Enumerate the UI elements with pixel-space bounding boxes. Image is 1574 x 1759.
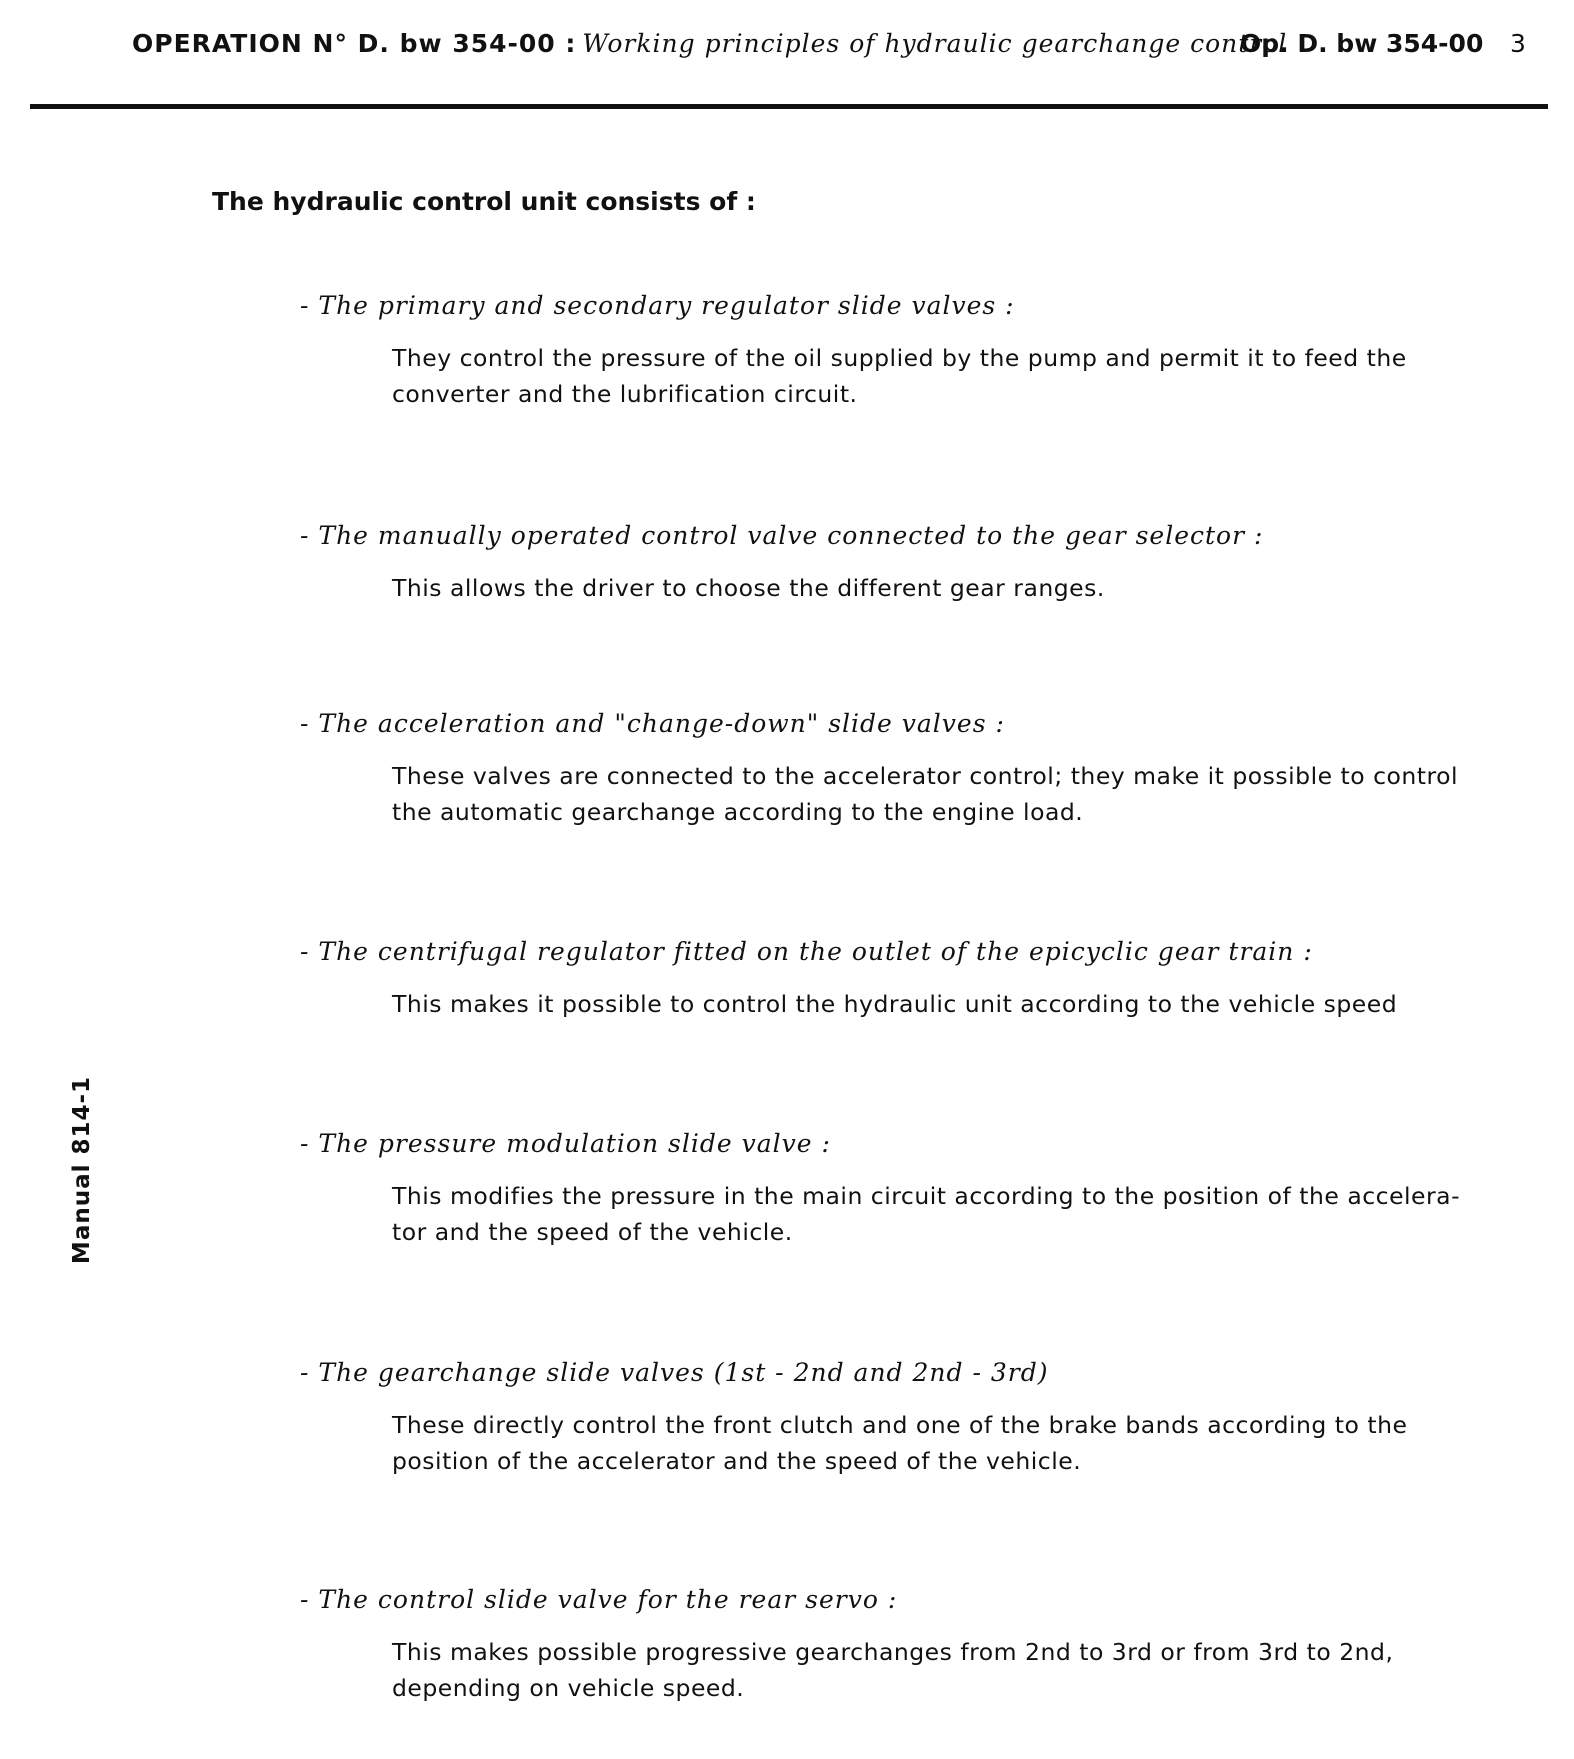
list-item xyxy=(300,1355,1480,1479)
header-title: Working principles of hydraulic gearchange control xyxy=(582,29,1288,58)
item-description: This modifies the pressure in the main circuit according to the position of the accelera-tor and the speed of the vehicle. xyxy=(392,1182,1461,1246)
manual-label-text: Manual 814-1 xyxy=(69,1075,95,1265)
manual-margin-label xyxy=(62,1075,102,1265)
item-heading: - The gearchange slide valves (1st - 2nd and 2nd - 3rd) xyxy=(300,1358,1049,1387)
item-heading: - The manually operated control valve connected to the gear selector : xyxy=(300,521,1264,550)
header-divider xyxy=(30,104,1548,109)
item-description: These valves are connected to the accelerator control; they make it possible to control the automatic gearchange according to the engine load. xyxy=(392,762,1459,826)
item-heading: - The centrifugal regulator fitted on the outlet of the epicyclic gear train : xyxy=(300,937,1313,966)
list-item xyxy=(300,706,1480,830)
item-heading: - The acceleration and "change-down" slide valves : xyxy=(300,709,1005,738)
header-operation-line xyxy=(132,24,1287,64)
list-item xyxy=(300,288,1480,412)
header-reference: Op. D. bw 354-00 xyxy=(1240,29,1484,58)
page-header xyxy=(0,0,1574,110)
item-description: This allows the driver to choose the different gear ranges. xyxy=(392,574,1105,602)
item-description: They control the pressure of the oil supplied by the pump and permit it to feed the converter and the lubrification circuit. xyxy=(392,344,1407,408)
header-operation-number: OPERATION N° D. bw 354-00 : xyxy=(132,29,577,58)
intro-heading: The hydraulic control unit consists of : xyxy=(212,187,756,216)
item-description: This makes possible progressive gearchanges from 2nd to 3rd or from 3rd to 2nd, depending on vehicle speed. xyxy=(392,1638,1394,1702)
list-item xyxy=(300,1582,1480,1706)
list-item xyxy=(300,934,1480,1022)
list-item xyxy=(300,1126,1480,1250)
item-description: These directly control the front clutch and one of the brake bands according to the position of the accelerator and the speed of the vehicle. xyxy=(392,1411,1408,1475)
item-description: This makes it possible to control the hydraulic unit according to the vehicle speed xyxy=(392,990,1398,1018)
item-heading: - The primary and secondary regulator slide valves : xyxy=(300,291,1015,320)
list-item xyxy=(300,518,1480,606)
page-number: 3 xyxy=(1510,29,1526,58)
item-heading: - The pressure modulation slide valve : xyxy=(300,1129,831,1158)
item-heading: - The control slide valve for the rear servo : xyxy=(300,1585,898,1614)
